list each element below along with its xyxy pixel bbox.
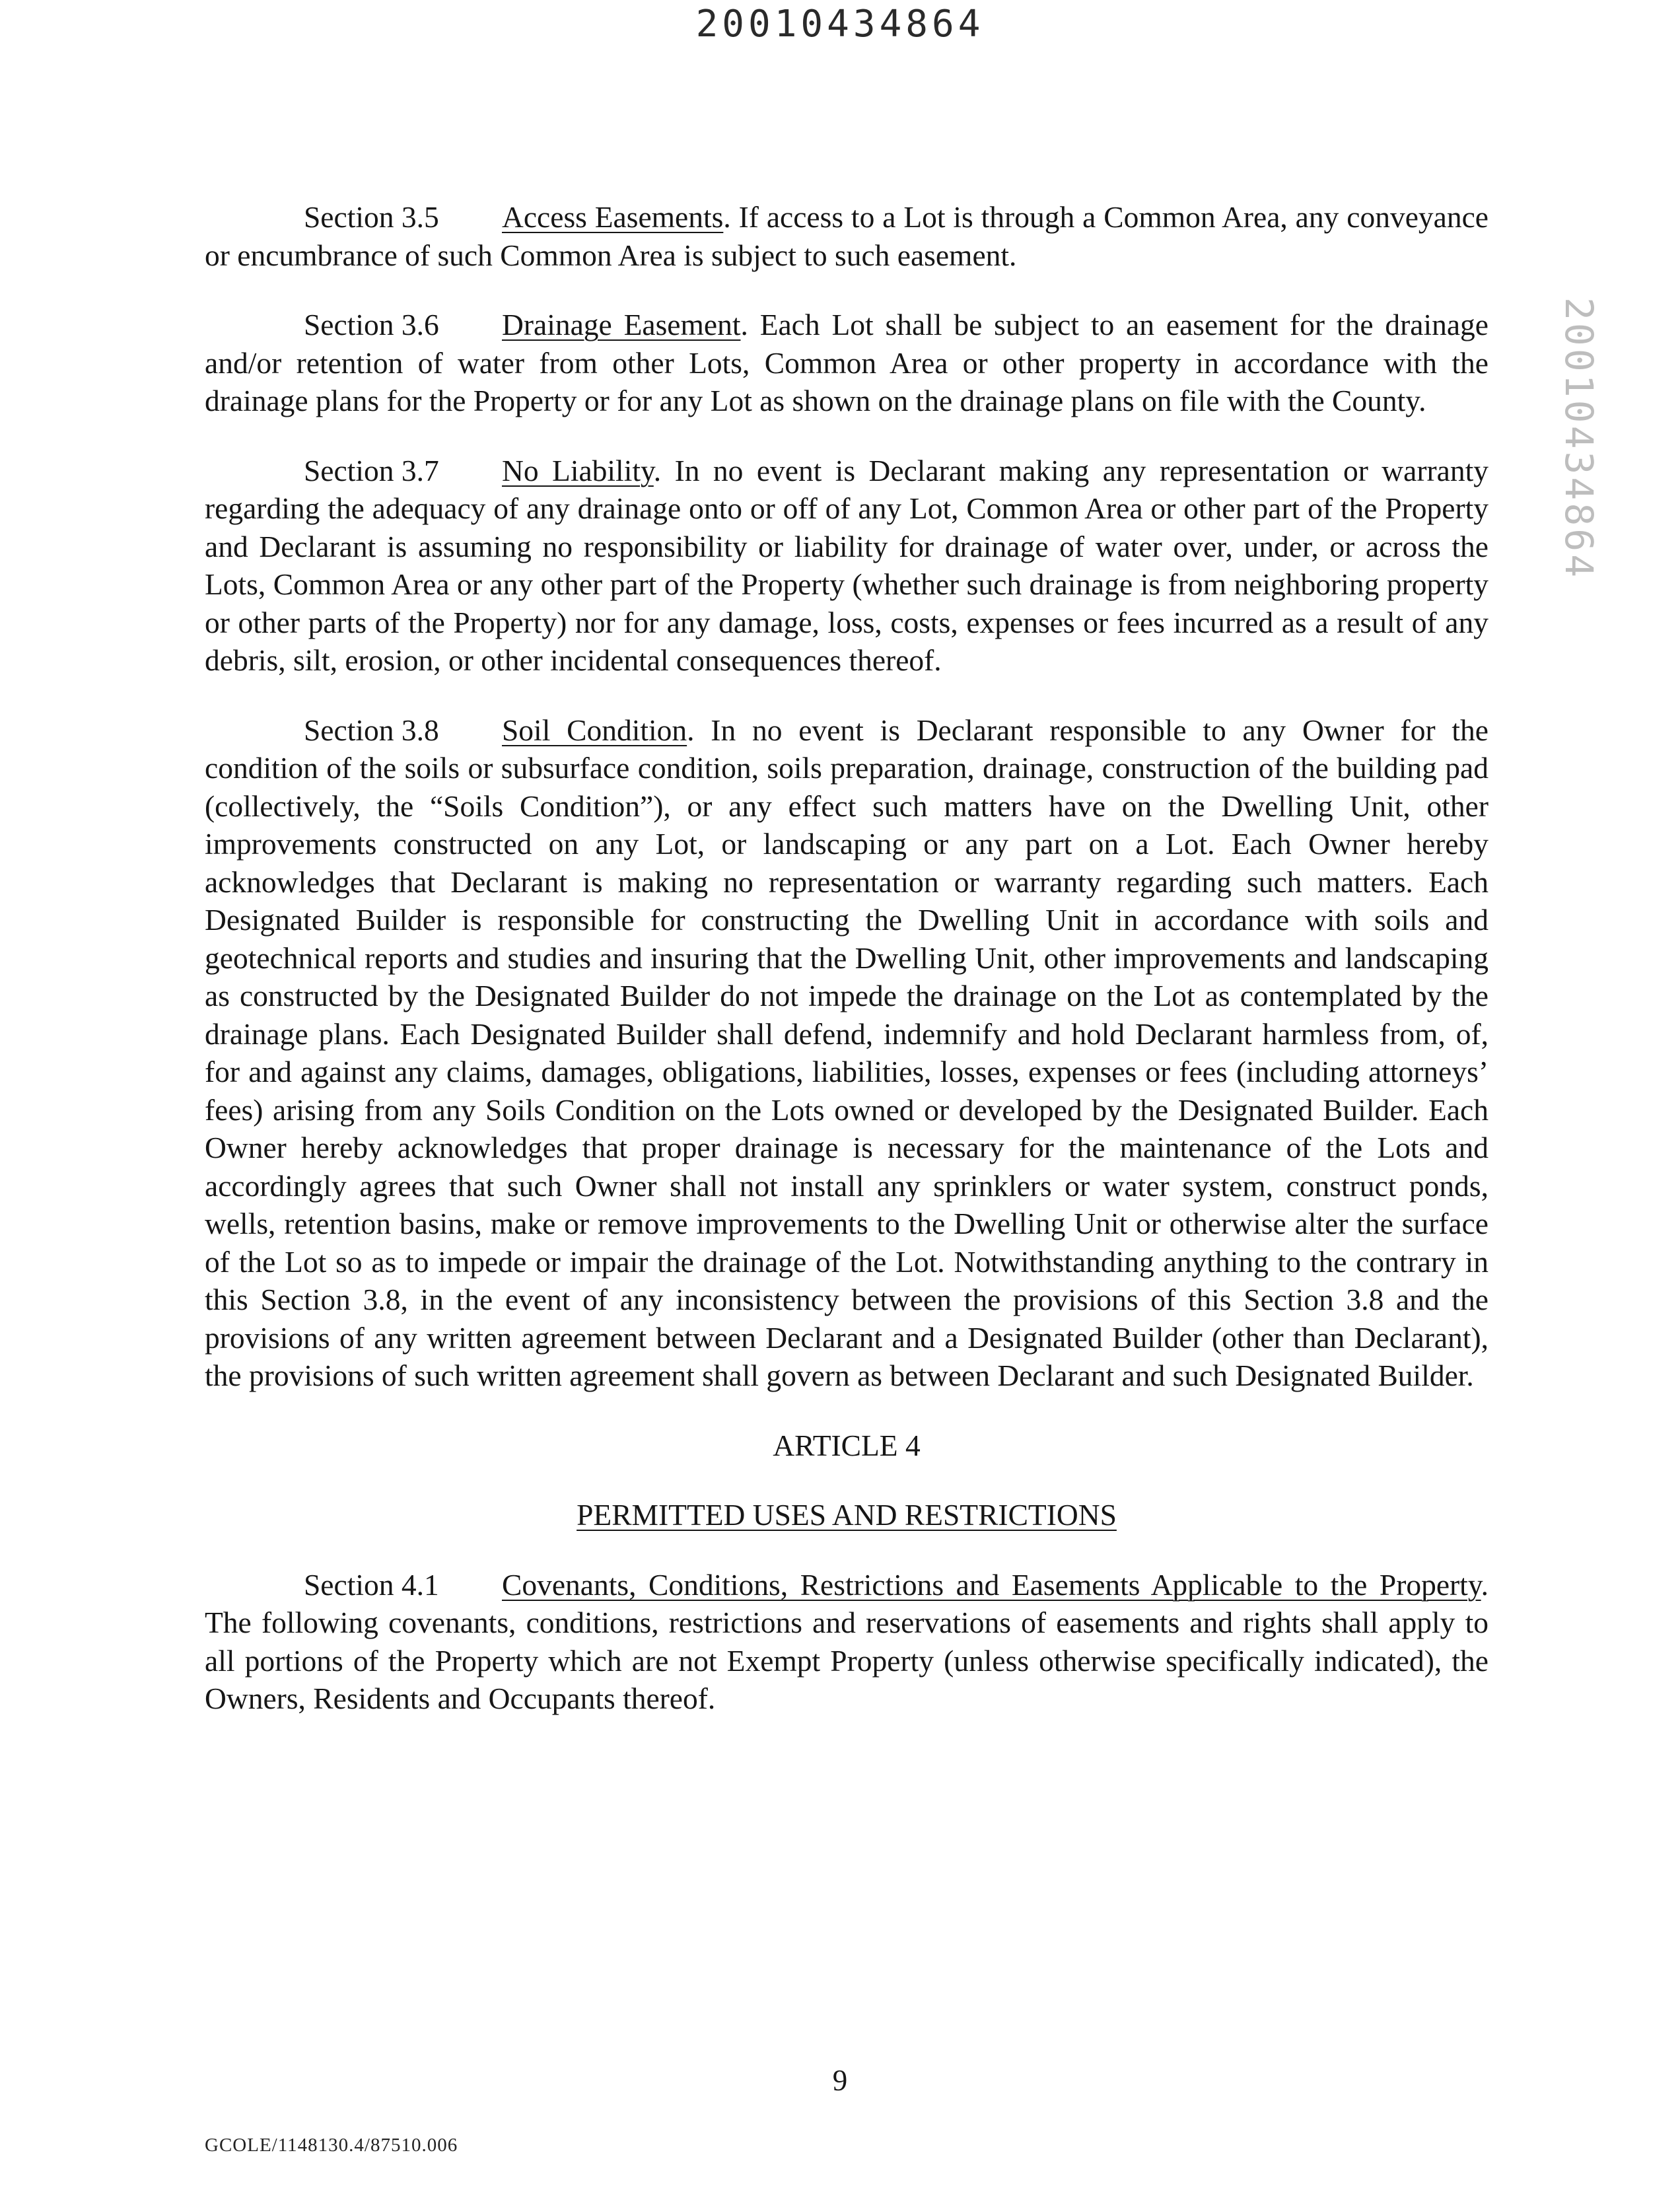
section-3-6 — [205, 306, 1488, 420]
section-title: Soil Condition — [502, 713, 687, 747]
section-text: . In no event is Declarant responsible to any Owner for the condition of the soils or subsurface condition, soils preparation, drainage, construction of the building pad (collectively, the “Soils Condition”), or any effect such matters have on the Dwelling Unit, other improvements constructed on any Lot, or landscaping or any part on a Lot. Each Owner hereby acknowledges that Declarant is making no representation or warranty regarding such matters. Each Designated Builder is responsible for constructing the Dwelling Unit in accordance with soils and geotechnical reports and studies and insuring that the Dwelling Unit, other improvements and landscaping as constructed by the Designated Builder do not impede the drainage on the Lot as contemplated by the drainage plans. Each Designated Builder shall defend, indemnify and hold Declarant harmless from, of, for and against any claims, damages, obligations, liabilities, losses, expenses or fees (including attorneys’ fees) arising from any Soils Condition on the Lots owned or developed by the Designated Builder. Each Owner hereby acknowledges that proper drainage is necessary for the maintenance of the Lots and accordingly agrees that such Owner shall not install any sprinklers or water system, construct ponds, wells, retention basins, make or remove improvements to the Dwelling Unit or otherwise alter the surface of the Lot so as to impede or impair the drainage of the Lot. Notwithstanding anything to the contrary in this Section 3.8, in the event of any inconsistency between the provisions of this Section 3.8 and the provisions of any written agreement between Declarant and a Designated Builder (other than Declarant), the provisions of such written agreement shall govern as between Declarant and such Designated Builder. — [205, 713, 1488, 1392]
footer-reference: GCOLE/1148130.4/87510.006 — [205, 2135, 458, 2156]
page-number: 9 — [832, 2064, 848, 2097]
section-text: . If access to a Lot is through a Common Area, any conveyance or encumbrance of such Common Area is subject to such easement. — [205, 200, 1489, 272]
document-number: 20010434864 — [695, 3, 985, 46]
section-title: No Liability — [502, 453, 654, 487]
section-3-5 — [205, 198, 1488, 274]
section-3-7 — [205, 452, 1488, 680]
section-title: Covenants, Conditions, Restrictions and Easements Applicable to the Property — [502, 1567, 1481, 1602]
section-title: Drainage Easement — [502, 308, 741, 341]
side-stamp: 20010434864 — [1557, 297, 1601, 581]
section-text: . The following covenants, conditions, restrictions and reservations of easements and rights shall apply to all portions of the Property which are not Exempt Property (unless otherwise specifically indicated), the Owners, Residents and Occupants thereof. — [205, 1567, 1488, 1715]
document-body — [205, 198, 1488, 1718]
section-label: Section 4.1 — [304, 1567, 439, 1602]
section-label: Section 3.6 — [304, 308, 439, 341]
section-label: Section 3.5 — [304, 200, 439, 234]
section-label: Section 3.7 — [304, 453, 439, 487]
section-text: . In no event is Declarant making any representation or warranty regarding the adequacy of any drainage onto or off of any Lot, Common Area or other part of the Property and Declarant is assuming no responsibility or liability for drainage of water over, under, or across the Lots, Common Area or any other part of the Property (whether such drainage is from neighboring property or other parts of the Property) nor for any damage, loss, costs, expenses or fees incurred as a result of any debris, silt, erosion, or other incidental consequences thereof. — [205, 453, 1488, 677]
article-heading: ARTICLE 4 — [773, 1428, 921, 1462]
section-text: . Each Lot shall be subject to an easement for the drainage and/or retention of water from other Lots, Common Area or other property in accordance with the drainage plans for the Property or for any Lot as shown on the drainage plans on file with the County. — [205, 308, 1488, 417]
section-label: Section 3.8 — [304, 713, 439, 747]
section-4-1 — [205, 1566, 1488, 1718]
section-title: Access Easements — [502, 200, 724, 234]
article-title: PERMITTED USES AND RESTRICTIONS — [577, 1498, 1117, 1532]
section-3-8 — [205, 711, 1488, 1395]
